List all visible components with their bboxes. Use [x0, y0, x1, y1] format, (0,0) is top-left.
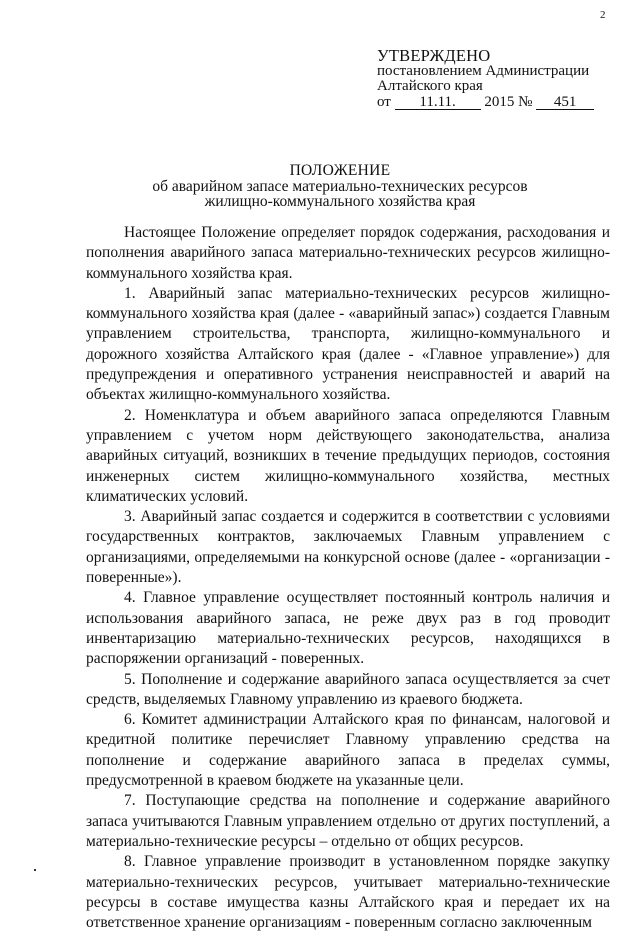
document-heading [70, 163, 610, 210]
paragraph-1: 1. Аварийный запас материально-технических ресурсов жилищно-коммунального хозяйства края (далее - «аварийный запас») создается Главным управлением строительства, транспорта, жилищно-коммунального и дорожного хозяйства Алтайского края (далее - «Главное управление») для предупреждения и оперативного устранения неисправностей и аварий на объектах жилищно-коммунального хозяйства. [86, 284, 610, 404]
approval-block [377, 48, 627, 110]
document-body [86, 223, 610, 933]
approval-date-prefix: от [377, 93, 391, 110]
paragraph-6: 6. Комитет администрации Алтайского края по финансам, налоговой и кредитной политике перечисляет Главному управлению средства на пополнение и содержание аварийного запаса в пределах суммы, предусмотренной в краевом бюджете на указанные цели. [86, 711, 610, 790]
approval-year: 2015 № [484, 93, 533, 110]
approval-date-line [377, 95, 627, 111]
paragraph-8: 8. Главное управление производит в установленном порядке закупку материально-технических ресурсов, учитывает материально-технические ресурсы в составе имущества казны Алтайского края и передает их на ответственное хранение организациям - поверенным согласно заключенным [86, 853, 610, 932]
paragraph-5: 5. Пополнение и содержание аварийного запаса осуществляется за счет средств, выделяемых Главному управлению из краевого бюджета. [86, 670, 610, 708]
paragraph-2: 2. Номенклатура и объем аварийного запаса определяются Главным управлением с учетом норм действующего законодательства, анализа аварийных ситуаций, возникших в течение предыдущих периодов, состояния инженерных систем жилищно-коммунального хозяйства, местных климатических условий. [86, 406, 610, 505]
paragraph-3: 3. Аварийный запас создается и содержится в соответствии с условиями государственных контрактов, заключаемых Главным управлением с организациями, определяемыми на конкурсной основе (далее - «организации - поверенные»). [86, 508, 610, 587]
approval-line-1: постановлением Администрации [377, 62, 590, 79]
scan-speck [34, 869, 36, 871]
document-title: ПОЛОЖЕНИЕ [289, 162, 391, 179]
paragraph-intro: Настоящее Положение определяет порядок содержания, расходования и пополнения аварийного запаса материально-технических ресурсов жилищно-коммунального хозяйства края. [86, 224, 610, 282]
paragraph-7: 7. Поступающие средства на пополнение и содержание аварийного запаса учитываются Главным управлением отдельно от других поступлений, а материально-технические ресурсы – отдельно от общих ресурсов. [86, 792, 610, 850]
document-subtitle-line-1: об аварийном запасе материально-технических ресурсов [152, 177, 528, 195]
approval-number: 451 [536, 95, 594, 110]
page-number: 2 [600, 9, 606, 21]
paragraph-4: 4. Главное управление осуществляет постоянный контроль наличия и использования аварийного запаса, не реже двух раз в год проводит инвентаризацию материально-технических ресурсов, находящихся в распоряжении организаций - поверенных. [86, 589, 610, 668]
approval-title: УТВЕРЖДЕНО [377, 46, 491, 65]
document-subtitle-line-2: жилищно-коммунального хозяйства края [204, 193, 476, 210]
approval-line-2: Алтайского края [377, 78, 483, 94]
approval-date: 11.11. [395, 95, 481, 110]
